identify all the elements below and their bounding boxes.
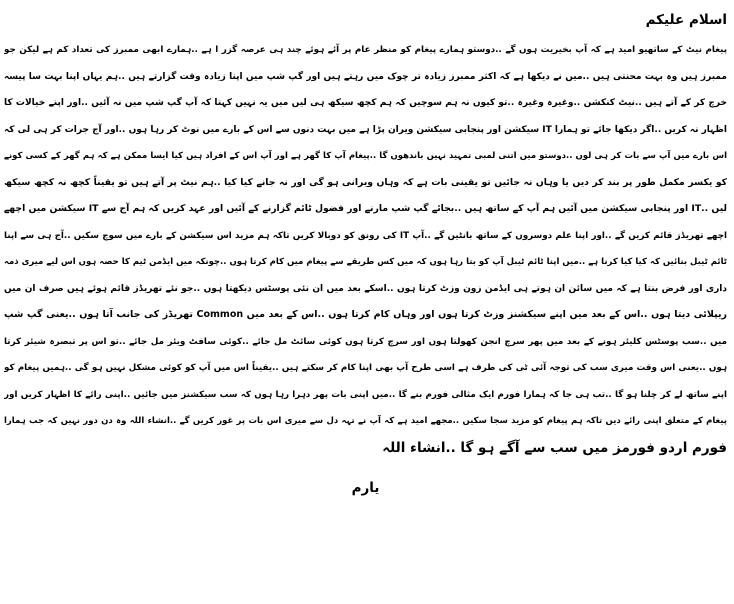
- paragraph-line: اپنے ساتھ لے کر چلنا ہو گا ..تب ہی جا کہ ہمارا فورم ایک مثالی فورم بنے گا ..میں اپنی بات پھر دہرا رہا ہوں کہ سب سیکشنز میں جائیں ..اپنی رائے کا اظہار کریں اور: [4, 389, 727, 400]
- paragraph-line: اچھے تھریڈز قائم کریں گے ..اور اپنا علم دوسروں کے ساتھ بانٹیں گے ..آپ IT کی رونق کو دوبالا کریں تاکہ ہم مزید اس سیکشن کے بارے میں سوچ سکیں ..آج ہی سے اپنا: [4, 230, 727, 241]
- paragraph-line: فورم اردو فورمز میں سب سے آگے ہو گا ..انشاء اللہ: [382, 439, 727, 456]
- paragraph-line: خرچ کر کے آتے ہیں ..نیٹ کنکشن ..وغیرہ وغیرہ ..تو کیوں نہ ہم سوچیں کہ ہم کچھ سیکھ ہی لیں میں یہ نہیں کہتا کہ آپ گپ شپ میں نہ آئیں ..اور اپنے خیالات کا: [4, 98, 727, 108]
- paragraph-line: لیں ..IT اور پنجابی سیکشن میں آئیں ہم آپ کے ساتھ ہیں ..بجائے گپ شپ مارنے اور فضول ٹائم گزارنے کے آئیں اور عہد کریں کہ ہم آج سے IT سیکشن میں اچھے: [4, 203, 727, 214]
- paragraph-line: پیغام نیٹ کے ساتھیو امید ہے کہ آپ بخیریت ہوں گے ..دوستو ہمارے پیغام کو منظر عام پر آئے ہوئے چند ہی عرصہ گزر ا ہے ..ہمارے ابھی ممبرز کی تعداد کم ہے لیکن جو: [4, 45, 727, 55]
- greeting: اسلام علیکم: [645, 12, 727, 28]
- paragraph-line: داری اور فرض بنتا ہے کہ میں سائن ان ہوتے ہی ایڈمن زون وزٹ کرتا ہوں ..اسکے بعد میں ان نئی پوسٹس دیکھتا ہوں ..جو نئے تھریڈز قائم ہوئے ہیں صرف ان میں: [4, 283, 727, 294]
- paragraph-line: اس بارے میں آپ سے بات کر ہی لوں ..دوستو میں اتنی لمبی تمہید نہیں باندھوں گا ..پیغام آپ کا گھر ہے اور آپ اس کے افراد ہیں کیا ایسا ممکن ہے کہ ہم گھر کے کسی کونے: [4, 151, 727, 161]
- paragraph-line: ریپلائی دیتا ہوں ..اس کے بعد میں اپنے سیکشنز وزٹ کرتا ہوں اور وہاں کام کرتا ہوں ..اس کے بعد میں Common تھریڈز کی جانب آتا ہوں ..یعنی گپ شپ: [4, 309, 727, 320]
- paragraph-line: میں ..سب پوسٹس کلیئر ہونے کے بعد میں پھر سرچ انجن کھولتا ہوں اور سرچ کرتا ہوں کوئی سائٹ مل جائے ..کوئی سافٹ ویئر مل جائے ..تو اس پر تبصرہ شیئر کرتا: [4, 336, 727, 347]
- signature: یارم: [351, 480, 380, 496]
- paragraph-line: اظہار نہ کریں ..اگر دیکھا جائے تو ہمارا IT سیکشن اور پنجابی سیکشن ویران پڑا ہے میں بہت دنوں سے اس کے بارے میں نوٹ کر رہا ہوں ..اور آج جرات کر ہی لی کہ: [4, 124, 727, 135]
- paragraph-line: ممبرز ہیں وہ بہت محنتی ہیں ..میں نے دیکھا ہے کہ اکثر ممبرز زیادہ تر چوک میں رہتے ہیں اور گپ شپ میں اپنا زیادہ وقت گزارتے ہیں ..ہم یہاں اپنا بہت سا پیسہ: [4, 71, 727, 82]
- paragraph-line: ہوں ..یعنی اس وقت میری سب کی توجہ آئی ٹی کی طرف ہے اسی طرح آپ بھی اپنا کام کر سکتے ہیں ..یقیناً اس میں آپ کو کوئی مشکل نہیں ہو گی ..ہمیں پیغام کو: [4, 363, 727, 373]
- paragraph-line: ٹائم ٹیبل بنائیں کہ کیا کیا کرنا ہے ..میں اپنا ٹائم ٹیبل آپ کو بتا رہا ہوں کہ میں کس طریقے سے پیغام میں کام کرتا ہوں ..چونکہ میں ایڈمن ٹیم کا حصہ ہوں اس لیے میری ذمہ: [4, 257, 727, 267]
- paragraph-line: کو یکسر مکمل طور پر بند کر دیں یا وہاں نہ جائیں تو یقینی بات ہے کہ وہاں ویرانی ہو گی اور نہ جانے کیا کیا ..ہم نیٹ پر آتے ہیں تو یقیناً کچھ نہ کچھ سیکھ: [4, 176, 727, 188]
- paragraph-line: پیغام کے متعلق اپنی رائے دیں تاکہ ہم پیغام کو مزید سجا سکیں ..مجھے امید ہے کہ آپ نے تہہ دل سے میری اس بات پر غور کریں گے ..انشاء اللہ وہ دن دور نہیں کہ جب ہمارا: [4, 416, 727, 426]
